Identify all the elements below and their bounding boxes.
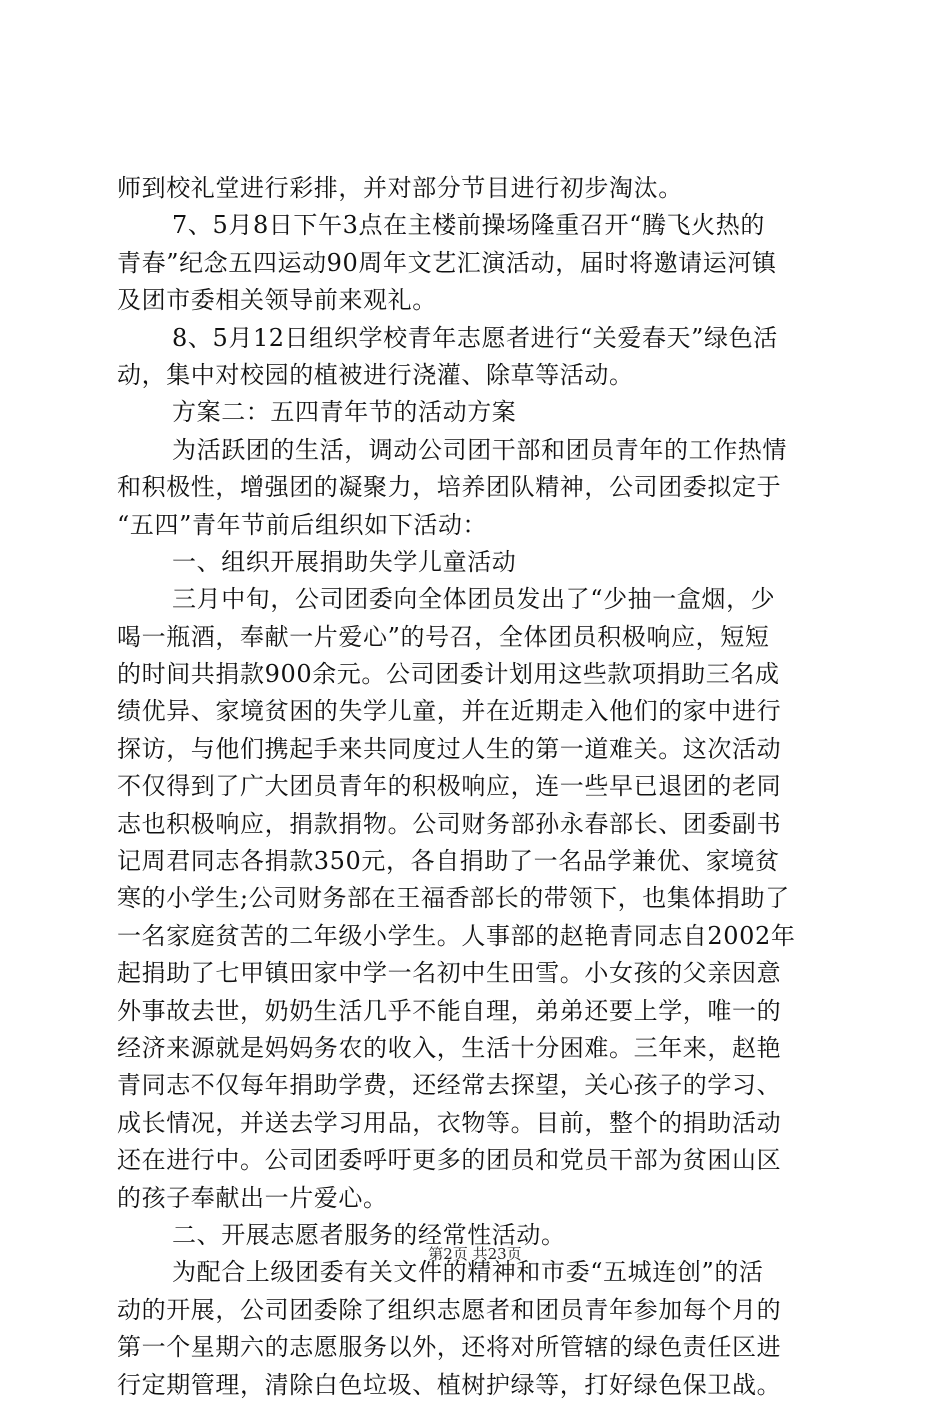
text-line: 喝一瓶酒，奉献一片爱心”的号召，全体团员积极响应，短短: [117, 622, 770, 651]
text-line: 经济来源就是妈妈务农的收入，生活十分困难。三年来，赵艳: [117, 1033, 782, 1062]
text-line: 不仅得到了广大团员青年的积极响应，连一些早已退团的老同: [117, 772, 782, 801]
text-line: 和积极性，增强团的凝聚力，培养团队精神，公司团委拟定于: [117, 473, 782, 502]
text-line: 8、5月12日组织学校青年志愿者进行“关爱春天”绿色活: [172, 323, 778, 352]
text-line: “五四”青年节前后组织如下活动：: [117, 510, 488, 539]
text-line: 起捐助了七甲镇田家中学一名初中生田雪。小女孩的父亲因意: [117, 959, 782, 988]
text-line: 及团市委相关领导前来观礼。: [117, 286, 437, 315]
section-heading: 一、组织开展捐助失学儿童活动: [172, 547, 517, 576]
document-body: [117, 170, 835, 1404]
text-line: 行定期管理，清除白色垃圾、植树护绿等，打好绿色保卫战。: [117, 1370, 782, 1399]
text-line: 志也积极响应，捐款捐物。公司财务部孙永春部长、团委副书: [117, 809, 782, 838]
page-number-footer: 第2页 共23页: [428, 1245, 522, 1263]
text-line: 探访，与他们携起手来共同度过人生的第一道难关。这次活动: [117, 734, 782, 763]
text-line: 一名家庭贫苦的二年级小学生。人事部的赵艳青同志自2002年: [117, 921, 796, 950]
text-line: 青同志不仅每年捐助学费，还经常去探望，关心孩子的学习、: [117, 1071, 782, 1100]
text-line: 外事故去世，奶奶生活几乎不能自理，弟弟还要上学，唯一的: [117, 996, 782, 1025]
section-heading: 方案二：五四青年节的活动方案: [172, 398, 517, 427]
text-line: 7、5月8日下午3点在主楼前操场隆重召开“腾飞火热的: [172, 211, 765, 240]
text-line: 为活跃团的生活，调动公司团干部和团员青年的工作热情: [172, 435, 787, 464]
text-line: 第一个星期六的志愿服务以外，还将对所管辖的绿色责任区进: [117, 1333, 782, 1362]
text-line: 师到校礼堂进行彩排，并对部分节目进行初步淘汰。: [117, 174, 683, 202]
text-line: 为配合上级团委有关文件的精神和市委“五城连创”的活: [172, 1258, 764, 1287]
text-line: 动，集中对校园的植被进行浇灌、除草等活动。: [117, 360, 634, 389]
text-line: 动的开展，公司团委除了组织志愿者和团员青年参加每个月的: [117, 1295, 782, 1324]
text-line: 绩优异、家境贫困的失学儿童，并在近期走入他们的家中进行: [117, 697, 782, 726]
text-line: 青春”纪念五四运动90周年文艺汇演活动，届时将邀请运河镇: [117, 248, 777, 277]
text-line: 的时间共捐款900余元。公司团委计划用这些款项捐助三名成: [117, 660, 780, 689]
text-line: 成长情况，并送去学习用品，衣物等。目前，整个的捐助活动: [117, 1108, 782, 1137]
text-line: 还在进行中。公司团委呼吁更多的团员和党员干部为贫困山区: [117, 1146, 782, 1175]
text-line: 的孩子奉献出一片爱心。: [117, 1183, 388, 1212]
section-heading: 二、开展志愿者服务的经常性活动。: [172, 1220, 566, 1249]
text-line: 寒的小学生;公司财务部在王福香部长的带领下，也集体捐助了: [117, 884, 790, 913]
text-line: 三月中旬，公司团委向全体团员发出了“少抽一盒烟，少: [172, 585, 776, 614]
text-line: 记周君同志各捐款350元，各自捐助了一名品学兼优、家境贫: [117, 847, 780, 876]
